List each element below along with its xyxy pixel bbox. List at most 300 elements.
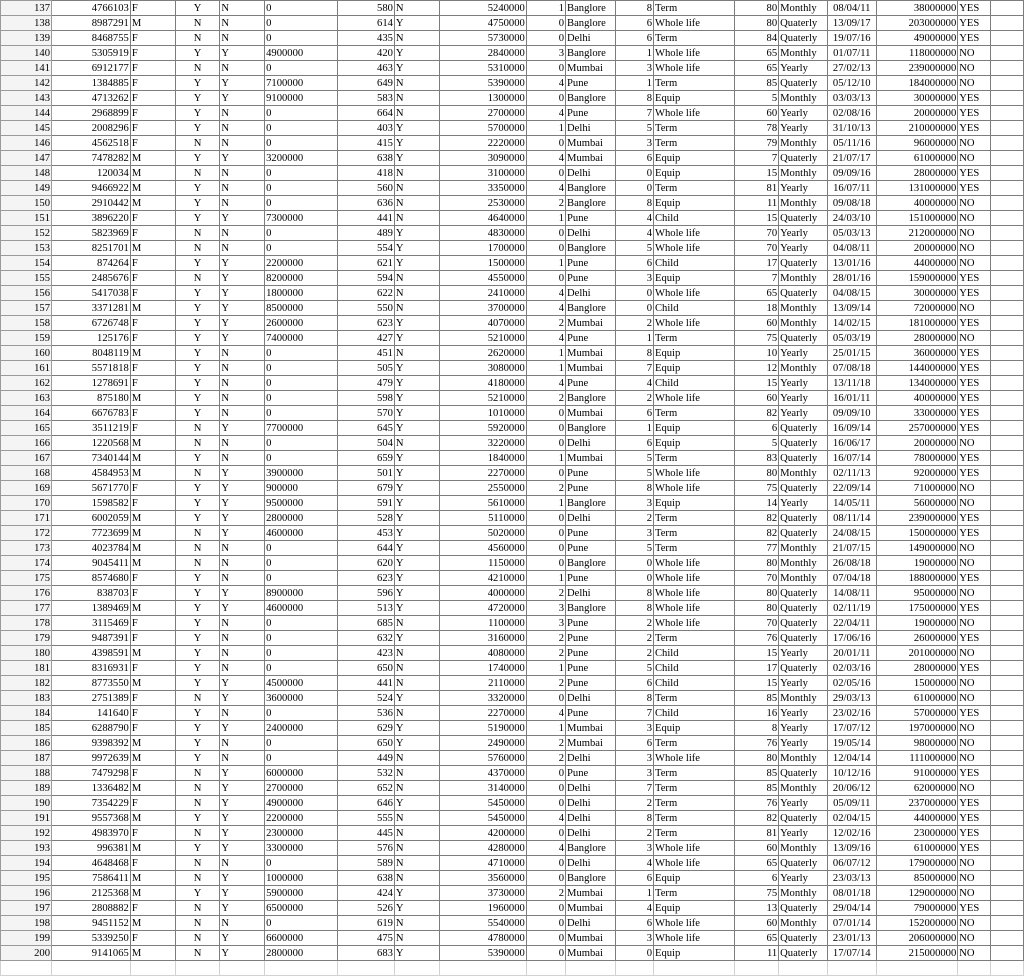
cell-dependents[interactable]: 0	[526, 526, 565, 541]
cell-income[interactable]: 2110000	[439, 676, 526, 691]
cell-status[interactable]: YES	[958, 571, 990, 586]
cell-sum-assured[interactable]: 212000000	[876, 226, 957, 241]
cell-city[interactable]: Mumbai	[566, 721, 616, 736]
cell-score[interactable]: 560	[337, 181, 394, 196]
cell-flag-a[interactable]: Y	[175, 616, 220, 631]
cell-flag-b[interactable]: Y	[220, 271, 265, 286]
cell-row-number[interactable]: 186	[1, 736, 52, 751]
empty-cell[interactable]	[990, 1, 1023, 16]
empty-cell[interactable]	[52, 961, 131, 976]
cell-dependents[interactable]: 4	[526, 106, 565, 121]
cell-score[interactable]: 650	[337, 736, 394, 751]
cell-sum-assured[interactable]: 91000000	[876, 766, 957, 781]
cell-gender[interactable]: M	[130, 451, 175, 466]
cell-flag-a[interactable]: Y	[175, 46, 220, 61]
cell-age[interactable]: 83	[734, 451, 778, 466]
cell-score[interactable]: 501	[337, 466, 394, 481]
cell-gender[interactable]: M	[130, 646, 175, 661]
cell-income[interactable]: 4720000	[439, 601, 526, 616]
cell-income[interactable]: 1500000	[439, 256, 526, 271]
cell-amount[interactable]: 2800000	[265, 946, 338, 961]
cell-income[interactable]: 5210000	[439, 391, 526, 406]
empty-row[interactable]	[1, 961, 1024, 976]
table-row[interactable]	[1, 211, 1024, 226]
cell-dependents[interactable]: 1	[526, 661, 565, 676]
cell-income[interactable]: 5390000	[439, 946, 526, 961]
cell-payment-mode[interactable]: Monthly	[779, 691, 827, 706]
cell-gender[interactable]: M	[130, 736, 175, 751]
cell-term-years[interactable]: 6	[616, 256, 654, 271]
cell-flag-b[interactable]: N	[220, 16, 265, 31]
cell-payment-mode[interactable]: Monthly	[779, 271, 827, 286]
empty-cell[interactable]	[990, 871, 1023, 886]
cell-customer-id[interactable]: 8251701	[52, 241, 131, 256]
cell-date[interactable]: 05/09/11	[827, 796, 876, 811]
cell-policy-type[interactable]: Term	[653, 781, 734, 796]
cell-city[interactable]: Delhi	[566, 286, 616, 301]
cell-amount[interactable]: 8500000	[265, 301, 338, 316]
cell-sum-assured[interactable]: 175000000	[876, 601, 957, 616]
cell-customer-id[interactable]: 8048119	[52, 346, 131, 361]
empty-cell[interactable]	[175, 961, 220, 976]
table-row[interactable]	[1, 916, 1024, 931]
cell-gender[interactable]: F	[130, 796, 175, 811]
table-row[interactable]	[1, 586, 1024, 601]
cell-policy-type[interactable]: Term	[653, 886, 734, 901]
cell-age[interactable]: 6	[734, 421, 778, 436]
cell-flag-c[interactable]: Y	[394, 361, 439, 376]
cell-dependents[interactable]: 2	[526, 631, 565, 646]
cell-flag-a[interactable]: N	[175, 61, 220, 76]
cell-payment-mode[interactable]: Monthly	[779, 466, 827, 481]
table-row[interactable]	[1, 316, 1024, 331]
cell-age[interactable]: 65	[734, 61, 778, 76]
cell-payment-mode[interactable]: Monthly	[779, 841, 827, 856]
cell-status[interactable]: YES	[958, 526, 990, 541]
cell-score[interactable]: 623	[337, 571, 394, 586]
table-row[interactable]	[1, 796, 1024, 811]
cell-sum-assured[interactable]: 15000000	[876, 676, 957, 691]
cell-gender[interactable]: F	[130, 931, 175, 946]
cell-payment-mode[interactable]: Monthly	[779, 556, 827, 571]
cell-row-number[interactable]: 174	[1, 556, 52, 571]
cell-city[interactable]: Mumbai	[566, 901, 616, 916]
cell-date[interactable]: 22/09/14	[827, 481, 876, 496]
cell-city[interactable]: Mumbai	[566, 451, 616, 466]
cell-income[interactable]: 3350000	[439, 181, 526, 196]
cell-age[interactable]: 85	[734, 76, 778, 91]
cell-flag-b[interactable]: N	[220, 391, 265, 406]
cell-date[interactable]: 16/07/14	[827, 451, 876, 466]
cell-status[interactable]: NO	[958, 751, 990, 766]
cell-policy-type[interactable]: Equip	[653, 271, 734, 286]
cell-policy-type[interactable]: Equip	[653, 871, 734, 886]
cell-dependents[interactable]: 0	[526, 541, 565, 556]
cell-date[interactable]: 20/06/12	[827, 781, 876, 796]
cell-customer-id[interactable]: 8987291	[52, 16, 131, 31]
cell-income[interactable]: 5240000	[439, 1, 526, 16]
empty-cell[interactable]	[990, 676, 1023, 691]
cell-gender[interactable]: F	[130, 31, 175, 46]
cell-sum-assured[interactable]: 149000000	[876, 541, 957, 556]
table-row[interactable]	[1, 46, 1024, 61]
cell-status[interactable]: YES	[958, 661, 990, 676]
cell-row-number[interactable]: 195	[1, 871, 52, 886]
cell-flag-b[interactable]: Y	[220, 511, 265, 526]
cell-flag-b[interactable]: N	[220, 631, 265, 646]
cell-amount[interactable]: 900000	[265, 481, 338, 496]
cell-customer-id[interactable]: 2485676	[52, 271, 131, 286]
cell-payment-mode[interactable]: Quaterly	[779, 601, 827, 616]
cell-flag-a[interactable]: N	[175, 766, 220, 781]
cell-score[interactable]: 445	[337, 826, 394, 841]
cell-age[interactable]: 15	[734, 646, 778, 661]
cell-city[interactable]: Delhi	[566, 226, 616, 241]
cell-policy-type[interactable]: Equip	[653, 361, 734, 376]
empty-cell[interactable]	[990, 316, 1023, 331]
cell-sum-assured[interactable]: 215000000	[876, 946, 957, 961]
empty-cell[interactable]	[990, 106, 1023, 121]
cell-policy-type[interactable]: Equip	[653, 346, 734, 361]
cell-flag-c[interactable]: Y	[394, 541, 439, 556]
cell-payment-mode[interactable]: Quaterly	[779, 16, 827, 31]
cell-customer-id[interactable]: 3371281	[52, 301, 131, 316]
cell-payment-mode[interactable]: Monthly	[779, 301, 827, 316]
cell-flag-c[interactable]: Y	[394, 316, 439, 331]
cell-dependents[interactable]: 0	[526, 226, 565, 241]
cell-amount[interactable]: 1800000	[265, 286, 338, 301]
cell-dependents[interactable]: 0	[526, 421, 565, 436]
table-row[interactable]	[1, 541, 1024, 556]
cell-gender[interactable]: M	[130, 16, 175, 31]
cell-flag-c[interactable]: Y	[394, 586, 439, 601]
cell-city[interactable]: Delhi	[566, 751, 616, 766]
cell-policy-type[interactable]: Child	[653, 376, 734, 391]
cell-payment-mode[interactable]: Monthly	[779, 781, 827, 796]
cell-flag-c[interactable]: Y	[394, 406, 439, 421]
cell-sum-assured[interactable]: 92000000	[876, 466, 957, 481]
cell-date[interactable]: 05/11/16	[827, 136, 876, 151]
cell-status[interactable]: YES	[958, 511, 990, 526]
cell-flag-a[interactable]: N	[175, 241, 220, 256]
cell-payment-mode[interactable]: Quaterly	[779, 766, 827, 781]
cell-dependents[interactable]: 3	[526, 601, 565, 616]
cell-gender[interactable]: M	[130, 676, 175, 691]
cell-policy-type[interactable]: Term	[653, 736, 734, 751]
cell-flag-a[interactable]: Y	[175, 301, 220, 316]
cell-dependents[interactable]: 2	[526, 196, 565, 211]
cell-dependents[interactable]: 0	[526, 901, 565, 916]
cell-age[interactable]: 70	[734, 226, 778, 241]
cell-row-number[interactable]: 170	[1, 496, 52, 511]
cell-gender[interactable]: F	[130, 406, 175, 421]
cell-flag-b[interactable]: Y	[220, 676, 265, 691]
cell-score[interactable]: 619	[337, 916, 394, 931]
cell-policy-type[interactable]: Equip	[653, 421, 734, 436]
cell-policy-type[interactable]: Term	[653, 826, 734, 841]
cell-term-years[interactable]: 6	[616, 16, 654, 31]
cell-amount[interactable]: 0	[265, 106, 338, 121]
cell-age[interactable]: 77	[734, 541, 778, 556]
cell-flag-b[interactable]: Y	[220, 466, 265, 481]
cell-flag-b[interactable]: Y	[220, 586, 265, 601]
cell-flag-b[interactable]: Y	[220, 286, 265, 301]
cell-row-number[interactable]: 172	[1, 526, 52, 541]
table-row[interactable]	[1, 391, 1024, 406]
cell-city[interactable]: Banglore	[566, 496, 616, 511]
cell-policy-type[interactable]: Equip	[653, 901, 734, 916]
cell-dependents[interactable]: 2	[526, 736, 565, 751]
cell-flag-c[interactable]: N	[394, 346, 439, 361]
cell-sum-assured[interactable]: 197000000	[876, 721, 957, 736]
cell-status[interactable]: YES	[958, 421, 990, 436]
cell-city[interactable]: Pune	[566, 661, 616, 676]
cell-city[interactable]: Banglore	[566, 91, 616, 106]
cell-flag-a[interactable]: Y	[175, 256, 220, 271]
cell-status[interactable]: NO	[958, 736, 990, 751]
cell-score[interactable]: 652	[337, 781, 394, 796]
cell-flag-c[interactable]: N	[394, 76, 439, 91]
cell-payment-mode[interactable]: Quaterly	[779, 931, 827, 946]
cell-income[interactable]: 4000000	[439, 586, 526, 601]
cell-term-years[interactable]: 8	[616, 691, 654, 706]
cell-city[interactable]: Banglore	[566, 601, 616, 616]
cell-dependents[interactable]: 3	[526, 46, 565, 61]
cell-flag-a[interactable]: Y	[175, 706, 220, 721]
cell-date[interactable]: 05/12/10	[827, 76, 876, 91]
cell-income[interactable]: 4560000	[439, 541, 526, 556]
table-row[interactable]	[1, 151, 1024, 166]
cell-policy-type[interactable]: Whole life	[653, 856, 734, 871]
cell-score[interactable]: 591	[337, 496, 394, 511]
cell-age[interactable]: 75	[734, 331, 778, 346]
cell-policy-type[interactable]: Whole life	[653, 316, 734, 331]
cell-payment-mode[interactable]: Quaterly	[779, 661, 827, 676]
cell-flag-a[interactable]: Y	[175, 181, 220, 196]
cell-flag-b[interactable]: Y	[220, 496, 265, 511]
cell-row-number[interactable]: 197	[1, 901, 52, 916]
cell-income[interactable]: 3560000	[439, 871, 526, 886]
cell-city[interactable]: Banglore	[566, 421, 616, 436]
cell-date[interactable]: 03/03/13	[827, 91, 876, 106]
cell-policy-type[interactable]: Term	[653, 1, 734, 16]
cell-row-number[interactable]: 140	[1, 46, 52, 61]
cell-score[interactable]: 685	[337, 616, 394, 631]
cell-age[interactable]: 80	[734, 1, 778, 16]
cell-city[interactable]: Mumbai	[566, 406, 616, 421]
cell-status[interactable]: YES	[958, 316, 990, 331]
cell-payment-mode[interactable]: Quaterly	[779, 511, 827, 526]
table-row[interactable]	[1, 691, 1024, 706]
cell-dependents[interactable]: 1	[526, 451, 565, 466]
cell-row-number[interactable]: 167	[1, 451, 52, 466]
cell-flag-a[interactable]: Y	[175, 481, 220, 496]
cell-amount[interactable]: 0	[265, 556, 338, 571]
cell-score[interactable]: 528	[337, 511, 394, 526]
cell-flag-b[interactable]: N	[220, 571, 265, 586]
cell-customer-id[interactable]: 5571818	[52, 361, 131, 376]
cell-score[interactable]: 621	[337, 256, 394, 271]
cell-term-years[interactable]: 5	[616, 451, 654, 466]
cell-flag-a[interactable]: Y	[175, 106, 220, 121]
cell-gender[interactable]: F	[130, 226, 175, 241]
cell-status[interactable]: YES	[958, 811, 990, 826]
cell-amount[interactable]: 2800000	[265, 511, 338, 526]
cell-policy-type[interactable]: Equip	[653, 946, 734, 961]
cell-row-number[interactable]: 181	[1, 661, 52, 676]
cell-age[interactable]: 75	[734, 481, 778, 496]
cell-flag-a[interactable]: Y	[175, 211, 220, 226]
empty-cell[interactable]	[990, 391, 1023, 406]
cell-term-years[interactable]: 8	[616, 1, 654, 16]
cell-gender[interactable]: F	[130, 901, 175, 916]
cell-payment-mode[interactable]: Yearly	[779, 241, 827, 256]
cell-customer-id[interactable]: 6912177	[52, 61, 131, 76]
cell-income[interactable]: 1300000	[439, 91, 526, 106]
cell-policy-type[interactable]: Child	[653, 661, 734, 676]
cell-payment-mode[interactable]: Yearly	[779, 736, 827, 751]
cell-dependents[interactable]: 2	[526, 391, 565, 406]
cell-row-number[interactable]: 196	[1, 886, 52, 901]
cell-row-number[interactable]: 142	[1, 76, 52, 91]
cell-amount[interactable]: 0	[265, 451, 338, 466]
cell-flag-c[interactable]: Y	[394, 511, 439, 526]
cell-flag-c[interactable]: Y	[394, 721, 439, 736]
cell-city[interactable]: Delhi	[566, 781, 616, 796]
table-row[interactable]	[1, 76, 1024, 91]
cell-flag-c[interactable]: Y	[394, 46, 439, 61]
cell-payment-mode[interactable]: Yearly	[779, 721, 827, 736]
table-row[interactable]	[1, 376, 1024, 391]
cell-policy-type[interactable]: Equip	[653, 721, 734, 736]
cell-flag-c[interactable]: N	[394, 91, 439, 106]
cell-flag-b[interactable]: Y	[220, 871, 265, 886]
cell-flag-b[interactable]: N	[220, 241, 265, 256]
cell-term-years[interactable]: 5	[616, 241, 654, 256]
cell-income[interactable]: 2270000	[439, 706, 526, 721]
cell-score[interactable]: 554	[337, 241, 394, 256]
empty-cell[interactable]	[990, 826, 1023, 841]
empty-cell[interactable]	[566, 961, 616, 976]
cell-customer-id[interactable]: 2008296	[52, 121, 131, 136]
cell-row-number[interactable]: 194	[1, 856, 52, 871]
cell-city[interactable]: Pune	[566, 466, 616, 481]
cell-gender[interactable]: M	[130, 436, 175, 451]
cell-age[interactable]: 80	[734, 751, 778, 766]
cell-score[interactable]: 636	[337, 196, 394, 211]
cell-flag-c[interactable]: Y	[394, 556, 439, 571]
cell-sum-assured[interactable]: 257000000	[876, 421, 957, 436]
cell-flag-c[interactable]: Y	[394, 886, 439, 901]
table-row[interactable]	[1, 61, 1024, 76]
cell-policy-type[interactable]: Whole life	[653, 46, 734, 61]
cell-amount[interactable]: 4900000	[265, 46, 338, 61]
cell-flag-c[interactable]: N	[394, 811, 439, 826]
cell-status[interactable]: YES	[958, 31, 990, 46]
cell-gender[interactable]: M	[130, 841, 175, 856]
cell-policy-type[interactable]: Term	[653, 331, 734, 346]
cell-gender[interactable]: M	[130, 601, 175, 616]
cell-sum-assured[interactable]: 78000000	[876, 451, 957, 466]
cell-flag-c[interactable]: N	[394, 841, 439, 856]
cell-status[interactable]: NO	[958, 586, 990, 601]
cell-customer-id[interactable]: 3511219	[52, 421, 131, 436]
cell-customer-id[interactable]: 6002059	[52, 511, 131, 526]
cell-flag-b[interactable]: N	[220, 361, 265, 376]
cell-policy-type[interactable]: Whole life	[653, 466, 734, 481]
cell-age[interactable]: 65	[734, 46, 778, 61]
cell-amount[interactable]: 8200000	[265, 271, 338, 286]
cell-gender[interactable]: M	[130, 346, 175, 361]
cell-city[interactable]: Banglore	[566, 841, 616, 856]
cell-term-years[interactable]: 0	[616, 181, 654, 196]
table-row[interactable]	[1, 361, 1024, 376]
cell-gender[interactable]: F	[130, 331, 175, 346]
cell-sum-assured[interactable]: 57000000	[876, 706, 957, 721]
cell-policy-type[interactable]: Term	[653, 121, 734, 136]
empty-cell[interactable]	[990, 181, 1023, 196]
cell-dependents[interactable]: 4	[526, 376, 565, 391]
cell-date[interactable]: 02/03/16	[827, 661, 876, 676]
cell-age[interactable]: 8	[734, 721, 778, 736]
cell-payment-mode[interactable]: Quaterly	[779, 526, 827, 541]
cell-income[interactable]: 4370000	[439, 766, 526, 781]
cell-flag-b[interactable]: Y	[220, 481, 265, 496]
cell-customer-id[interactable]: 8574680	[52, 571, 131, 586]
cell-customer-id[interactable]: 4562518	[52, 136, 131, 151]
cell-status[interactable]: NO	[958, 61, 990, 76]
cell-age[interactable]: 81	[734, 181, 778, 196]
cell-score[interactable]: 526	[337, 901, 394, 916]
table-row[interactable]	[1, 226, 1024, 241]
cell-flag-c[interactable]: N	[394, 781, 439, 796]
cell-flag-c[interactable]: Y	[394, 901, 439, 916]
cell-payment-mode[interactable]: Yearly	[779, 406, 827, 421]
cell-city[interactable]: Mumbai	[566, 61, 616, 76]
cell-sum-assured[interactable]: 95000000	[876, 586, 957, 601]
table-row[interactable]	[1, 616, 1024, 631]
cell-row-number[interactable]: 147	[1, 151, 52, 166]
cell-city[interactable]: Pune	[566, 76, 616, 91]
cell-sum-assured[interactable]: 56000000	[876, 496, 957, 511]
cell-date[interactable]: 25/01/15	[827, 346, 876, 361]
cell-flag-c[interactable]: Y	[394, 421, 439, 436]
cell-amount[interactable]: 0	[265, 121, 338, 136]
cell-flag-a[interactable]: Y	[175, 841, 220, 856]
cell-customer-id[interactable]: 875180	[52, 391, 131, 406]
cell-row-number[interactable]: 143	[1, 91, 52, 106]
cell-flag-a[interactable]: N	[175, 871, 220, 886]
cell-gender[interactable]: M	[130, 556, 175, 571]
cell-flag-c[interactable]: Y	[394, 601, 439, 616]
empty-cell[interactable]	[990, 76, 1023, 91]
cell-payment-mode[interactable]: Yearly	[779, 106, 827, 121]
cell-payment-mode[interactable]: Monthly	[779, 886, 827, 901]
cell-age[interactable]: 81	[734, 826, 778, 841]
cell-date[interactable]: 21/07/15	[827, 541, 876, 556]
cell-amount[interactable]: 4900000	[265, 796, 338, 811]
cell-policy-type[interactable]: Child	[653, 706, 734, 721]
cell-flag-a[interactable]: N	[175, 166, 220, 181]
cell-score[interactable]: 451	[337, 346, 394, 361]
cell-age[interactable]: 82	[734, 511, 778, 526]
table-row[interactable]	[1, 451, 1024, 466]
cell-row-number[interactable]: 166	[1, 436, 52, 451]
cell-flag-a[interactable]: Y	[175, 811, 220, 826]
table-row[interactable]	[1, 91, 1024, 106]
cell-payment-mode[interactable]: Monthly	[779, 361, 827, 376]
table-row[interactable]	[1, 256, 1024, 271]
